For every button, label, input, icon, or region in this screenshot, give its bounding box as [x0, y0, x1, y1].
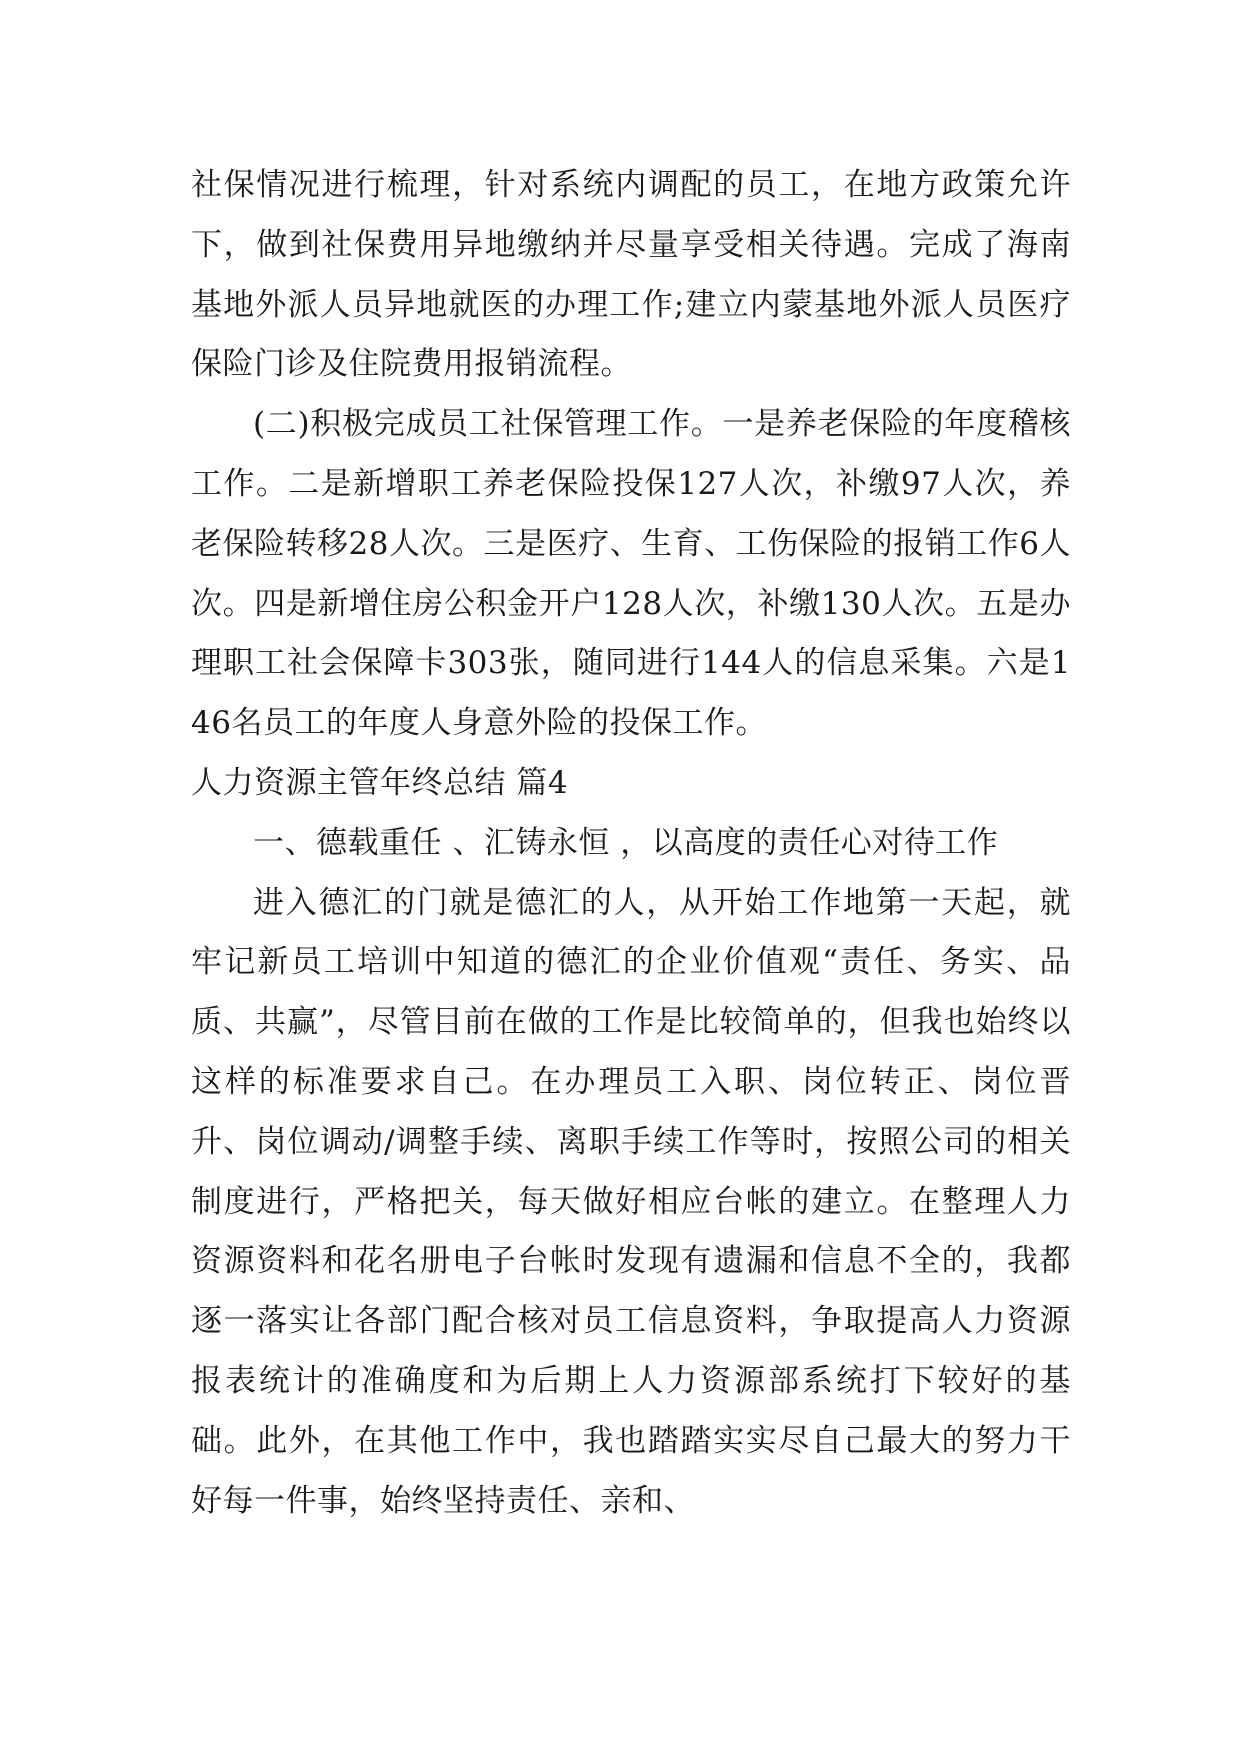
paragraph-social-security-review: 社保情况进行梳理，针对系统内调配的员工，在地方政策允许下，做到社保费用异地缴纳并尽量享受相关待遇。完成了海南基地外派人员异地就医的办理工作;建立内蒙基地外派人员医疗保险门诊及住院费用报销流程。 — [191, 167, 1071, 383]
paragraph-work-attitude: 进入德汇的门就是德汇的人，从开始工作地第一天起，就牢记新员工培训中知道的德汇的企业价值观“责任、务实、品质、共赢”，尽管目前在做的工作是比较简单的，但我也始终以这样的标准要求自己。在办理员工入职、岗位转正、岗位晋升、岗位调动/调整手续、离职手续工作等时，按照公司的相关制度进行，严格把关，每天做好相应台帐的建立。在整理人力资源资料和花名册电子台帐时发现有遗漏和信息不全的，我都逐一落实让各部门配合核对员工信息资料，争取提高人力资源报表统计的准确度和为后期上人力资源部系统打下较好的基础。此外，在其他工作中，我也踏踏实实尽自己最大的努力干好每一件事，始终坚持责任、亲和、 — [191, 884, 1071, 1519]
paragraph-social-security-management: (二)积极完成员工社保管理工作。一是养老保险的年度稽核工作。二是新增职工养老保险投保127人次，补缴97人次，养老保险转移28人次。三是医疗、生育、工伤保险的报销工作6人次。四是新增住房公积金开户128人次，补缴130人次。五是办理职工社会保障卡303张，随同进行144人的信息采集。六是146名员工的年度人身意外险的投保工作。 — [191, 406, 1071, 742]
document-body — [191, 156, 1071, 1531]
subheading-responsibility: 一、德载重任 、汇铸永恒 ，以高度的责任心对待工作 — [253, 824, 999, 861]
section-heading-part4: 人力资源主管年终总结 篇4 — [191, 764, 569, 801]
